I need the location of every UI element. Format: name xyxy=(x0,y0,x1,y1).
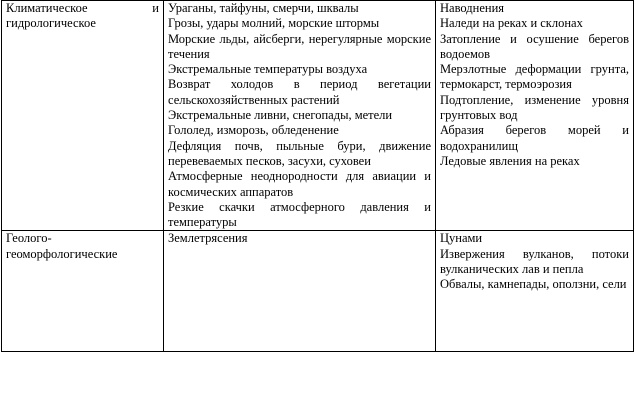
hazard-item: Экстремальные температуры воздуха xyxy=(168,62,368,77)
table-row xyxy=(2,1,634,231)
consequence-item: Ледовые явления на реках xyxy=(440,153,580,168)
hazard-item: Ураганы, тайфуны, смерчи, шквалы xyxy=(168,1,359,15)
hazard-item: Дефляция почв, пыльные бури, движение перевеваемых песков, засухи, суховеи xyxy=(168,138,431,168)
hazard-item: Землетрясения xyxy=(168,231,248,246)
consequence-item: Цунами xyxy=(440,231,483,246)
hazards-cell xyxy=(164,231,436,352)
hazard-item: Экстремальные ливни, снегопады, метели xyxy=(168,108,393,123)
category-cell xyxy=(2,1,164,231)
hazard-item: Резкие скачки атмосферного давления и температуры xyxy=(168,199,431,230)
hazards-table xyxy=(1,0,634,352)
hazard-item: Грозы, удары молний, морские штормы xyxy=(168,16,380,31)
consequence-item: Подтопление, изменение уровня грунтовых вод xyxy=(440,92,629,123)
hazards-cell xyxy=(164,1,436,231)
consequences-cell xyxy=(436,231,634,352)
hazard-item: Атмосферные неоднородности для авиации и космических аппаратов xyxy=(168,169,431,199)
consequence-item: Мерзлотные деформации грунта, термокарст, термоэрозия xyxy=(440,62,629,92)
category-line: Геолого- xyxy=(6,231,52,246)
hazard-item: Гололед, изморозь, обледенение xyxy=(168,123,339,138)
category-line: геоморфологические xyxy=(6,246,118,261)
consequence-item: Обвалы, камнепады, оползни, сели xyxy=(440,277,627,292)
consequence-item: Наледи на реках и склонах xyxy=(440,16,583,31)
consequence-item: Затопление и осушение берегов водоемов xyxy=(440,31,629,61)
category-cell xyxy=(2,231,164,352)
hazard-item: Морские льды, айсберги, нерегулярные морские течения xyxy=(168,31,431,61)
category-line: Климатическое и xyxy=(6,1,159,15)
consequences-cell xyxy=(436,1,634,231)
consequence-item: Извержения вулканов, потоки вулканических лав и пепла xyxy=(440,246,629,277)
consequence-item: Наводнения xyxy=(440,1,505,15)
consequence-item: Абразия берегов морей и водохранилищ xyxy=(440,123,629,153)
table-row xyxy=(2,231,634,352)
category-line: гидрологическое xyxy=(6,16,96,31)
hazard-item: Возврат холодов в период вегетации сельскохозяйственных растений xyxy=(168,77,431,107)
